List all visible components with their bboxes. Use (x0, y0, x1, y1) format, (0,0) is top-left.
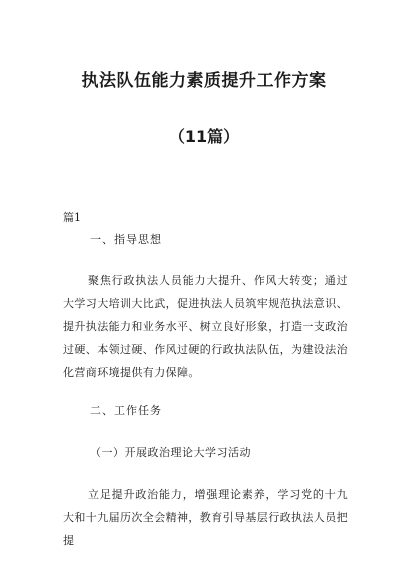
document-subtitle: （11篇） (168, 127, 240, 146)
section-paragraph-guiding-ideology: 聚焦行政执法人员能力大提升、作风大转变；通过大学习大培训大比武，促进执法人员筑牢规范执法意识、提升执法能力和业务水平、树立良好形象，打造一支政治过硬、本领过硬、作风过硬的行政执法队伍，为建设法治化营商环境提供有力保障。 (63, 274, 348, 379)
section-heading-work-tasks: 二、工作任务 (90, 404, 162, 417)
section-heading-guiding-ideology: 一、指导思想 (90, 233, 162, 246)
subsection-heading-political-study: （一）开展政治理论大学习活动 (90, 446, 251, 459)
document-title: 执法队伍能力素质提升工作方案 (81, 71, 327, 91)
subsection-paragraph-political-study: 立足提升政治能力，增强理论素养，学习党的十九大和十九届历次全会精神，教育引导基层行政执法人员把提 (63, 488, 348, 547)
part-label: 篇1 (63, 211, 81, 224)
